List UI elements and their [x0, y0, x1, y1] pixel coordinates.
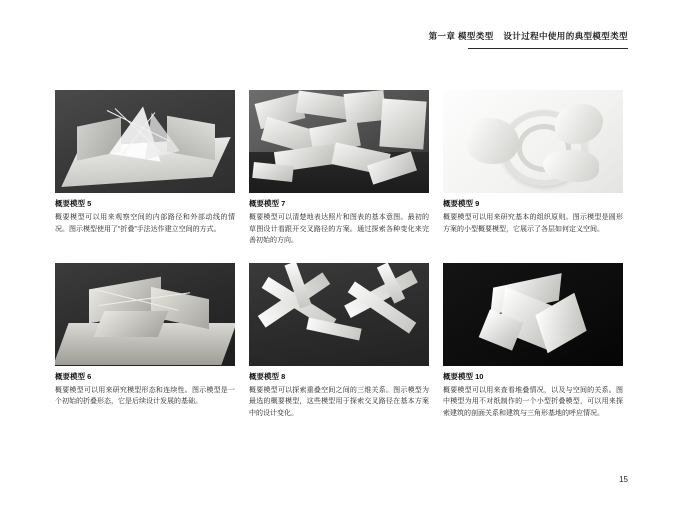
page-header — [48, 30, 628, 50]
paper-piece-3 — [344, 90, 387, 124]
paper-piece-4 — [379, 99, 426, 150]
header-title: 设计过程中使用的典型模型类型 — [503, 31, 628, 41]
figure-caption-body: 概要模型可以清楚地表达照片和图表的基本意图。最初的草图设计看跟开交叉路径的方案。通过探索各种变化来完善初始的方向。 — [249, 214, 429, 244]
curved-sheet-1 — [467, 118, 519, 164]
figure-row-top — [55, 90, 623, 247]
figure-overview-model-10 — [443, 263, 623, 420]
figure-caption-body: 概要模型可以用来观察空间的内部路径和外部动线的情况。图示模型使用了“折叠”手法达作建立空间的方式。 — [55, 214, 235, 233]
photo-overview-model-5 — [55, 90, 235, 193]
model-volume-3 — [94, 311, 169, 337]
figure-overview-model-6 — [55, 263, 235, 420]
figure-caption-body: 概要模型可以用来研究基本的组织原则。图示模型是圆形方案的小型概要模型，它展示了各层如何定义空间。 — [443, 214, 623, 233]
photo-overview-model-7 — [249, 90, 429, 193]
figure-caption-title: 概要模型 10 — [443, 371, 484, 381]
photo-overview-model-6 — [55, 263, 235, 366]
figure-caption-body: 概要模型可以用来查看堆叠情况，以及与空间的关系。图中模型为用不对纸制作的一个小型折叠模型，可以用来探索建筑的剖面关系和建筑与三角形基地的呼应情况。 — [443, 386, 623, 417]
header-chapter: 第一章 模型类型 — [428, 31, 494, 41]
photo-overview-model-9 — [443, 90, 623, 193]
figure-caption-title: 概要模型 9 — [443, 199, 480, 208]
figure-grid — [55, 90, 623, 419]
page-number: 15 — [619, 475, 628, 484]
header-text — [429, 30, 628, 42]
figure-overview-model-9 — [443, 90, 623, 247]
figure-caption-body: 概要模型可以探索重叠空间之间的三维关系。图示模型为最选的概要模型，这些模型用于探索交叉路径在基本方案中的设计变化。 — [249, 386, 429, 417]
header-rule — [468, 48, 628, 49]
figure-caption-body: 概要模型可以用来研究模型形态和连续性。图示模型是一个初始的折叠形态，它是后续设计发展的基础。 — [55, 386, 235, 405]
figure-row-bottom — [55, 263, 623, 420]
figure-caption-title: 概要模型 6 — [55, 371, 92, 381]
figure-caption-title: 概要模型 8 — [249, 371, 286, 381]
figure-caption-title: 概要模型 7 — [249, 199, 286, 208]
figure-overview-model-5 — [55, 90, 235, 247]
photo-overview-model-10 — [443, 263, 623, 366]
curved-sheet-2 — [555, 104, 603, 144]
photo-overview-model-8 — [249, 263, 429, 366]
figure-overview-model-7 — [249, 90, 429, 247]
figure-caption-title: 概要模型 5 — [55, 199, 92, 208]
figure-overview-model-8 — [249, 263, 429, 420]
